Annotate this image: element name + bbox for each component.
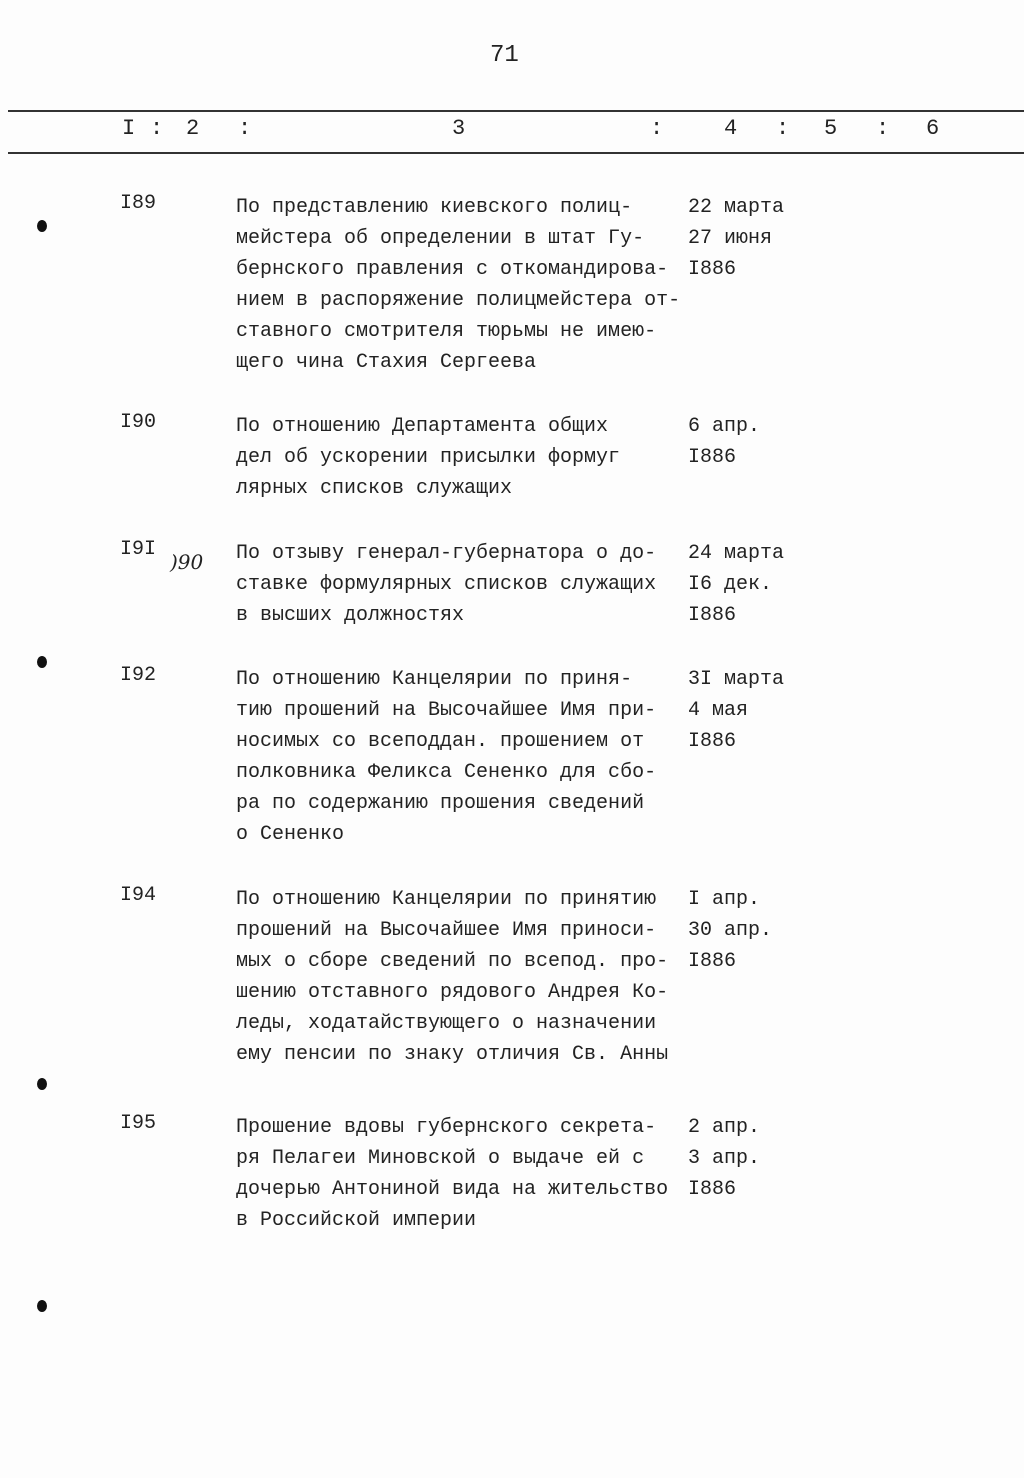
header-sep: :: [650, 116, 664, 141]
header-sep: :: [876, 116, 890, 141]
entry-text: По отношению Канцелярии по принятию прошений на Высочайшее Имя приноси- мых о сборе сведений по всепод. про- шению отставного рядового Андрея Ко- леды, ходатайствующего о назначении ему пенсии по знаку отличия Св. Анны: [236, 888, 669, 1066]
entry-number: I9I: [120, 538, 157, 561]
header-sep: :: [150, 116, 164, 141]
entry-dates: 24 марта I6 дек. I886: [688, 542, 785, 627]
entry-dates: 6 апр. I886: [688, 415, 761, 469]
header-col-4: 4: [724, 116, 738, 141]
entry-text: По отзыву генерал-губернатора о до- ставке формулярных списков служащих в высших должностях: [236, 542, 657, 627]
header-col-5: 5: [824, 116, 838, 141]
entry-text: Прошение вдовы губернского секрета- ря Пелагеи Миновской о выдаче ей с дочерью Антониной вида на жительство в Российской империи: [236, 1116, 669, 1232]
punch-hole-mark: [37, 220, 47, 232]
header-col-6: 6: [926, 116, 940, 141]
header-col-2: 2: [186, 116, 200, 141]
page-number: 71: [490, 42, 519, 69]
header-col-1: I: [122, 116, 136, 141]
header-bottom-rule: [8, 152, 1024, 154]
entry-number: I95: [120, 1112, 157, 1135]
entry-text: По представлению киевского полиц- мейстера об определении в штат Гу- бернского правления с откомандирова- нием в распоряжение полицмейстера от- ставного смотрителя тюрьмы не имею- щего чина Стахия Сергеева: [236, 196, 681, 374]
handwritten-note: )90: [170, 550, 204, 574]
entry-dates: 2 апр. 3 апр. I886: [688, 1116, 761, 1201]
punch-hole-mark: [37, 1300, 47, 1312]
header-col-3: 3: [452, 116, 466, 141]
header-sep: :: [776, 116, 790, 141]
entry-text: По отношению Канцелярии по приня- тию прошений на Высочайшее Имя при- носимых со всеподдан. прошением от полковника Феликса Сененко для сбо- ра по содержанию прошения сведений о Сененко: [236, 668, 657, 846]
entry-number: I92: [120, 664, 157, 687]
punch-hole-mark: [37, 1078, 47, 1090]
entry-dates: 3I марта 4 мая I886: [688, 668, 785, 753]
entry-number: I94: [120, 884, 157, 907]
entry-dates: 22 марта 27 июня I886: [688, 196, 785, 281]
header-sep: :: [238, 116, 252, 141]
entry-dates: I апр. 30 апр. I886: [688, 888, 773, 973]
entry-number: I89: [120, 192, 157, 215]
entry-number: I90: [120, 411, 157, 434]
header-top-rule: [8, 110, 1024, 112]
entry-text: По отношению Департамента общих дел об ускорении присылки формуг лярных списков служащих: [236, 415, 621, 500]
punch-hole-mark: [37, 656, 47, 668]
